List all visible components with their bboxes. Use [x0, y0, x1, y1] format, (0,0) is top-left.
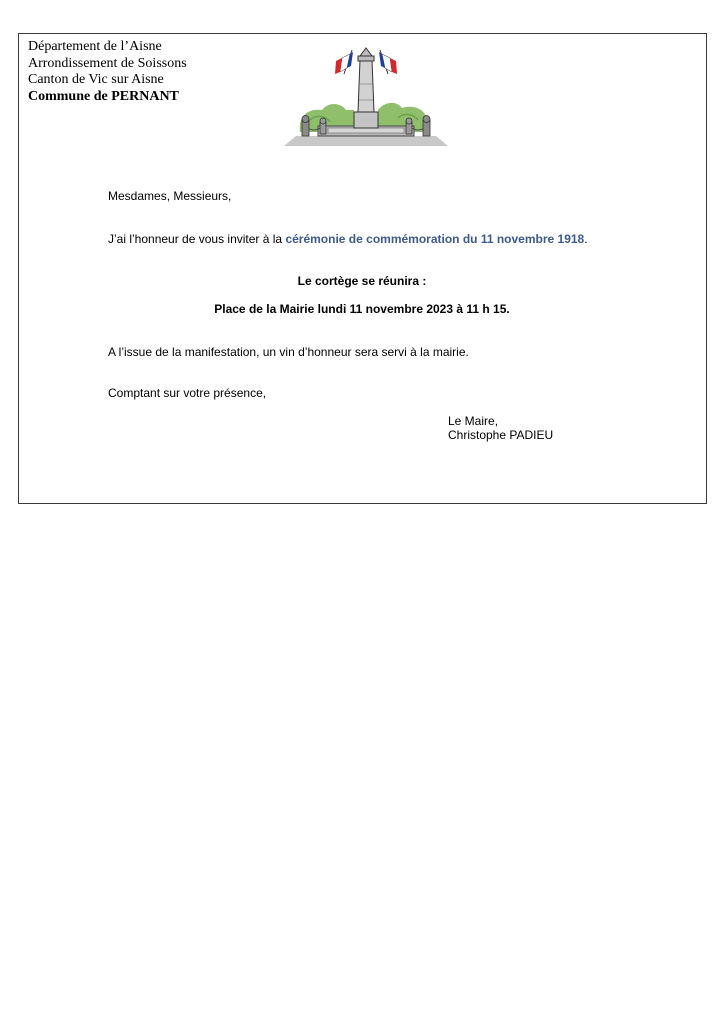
invitation-sentence — [108, 232, 588, 246]
salutation: Mesdames, Messieurs, — [108, 189, 232, 203]
ceremony-name: cérémonie de commémoration du 11 novembre 1918 — [285, 232, 585, 246]
department-line: Département de l’Aisne — [28, 39, 162, 54]
arrondissement-line: Arrondissement de Soissons — [28, 55, 187, 71]
signature-title: Le Maire, — [448, 414, 499, 428]
closing-line: Comptant sur votre présence, — [108, 386, 267, 400]
invitation-prefix: J’ai l’honneur de vous inviter à la — [108, 232, 286, 246]
invitation-suffix: . — [584, 232, 588, 246]
reception-notice: A l’issue de la manifestation, un vin d’honneur sera servi à la mairie. — [108, 345, 469, 359]
letterhead — [28, 39, 187, 105]
commune-name: Commune de PERNANT — [28, 88, 179, 104]
gathering-details: Place de la Mairie lundi 11 novembre 2023 à 11 h 15. — [214, 302, 510, 316]
signature-name: Christophe PADIEU — [448, 428, 554, 442]
war-memorial-icon — [280, 44, 452, 150]
gathering-title: Le cortège se réunira : — [297, 274, 427, 288]
canton-line: Canton de Vic sur Aisne — [28, 72, 164, 87]
